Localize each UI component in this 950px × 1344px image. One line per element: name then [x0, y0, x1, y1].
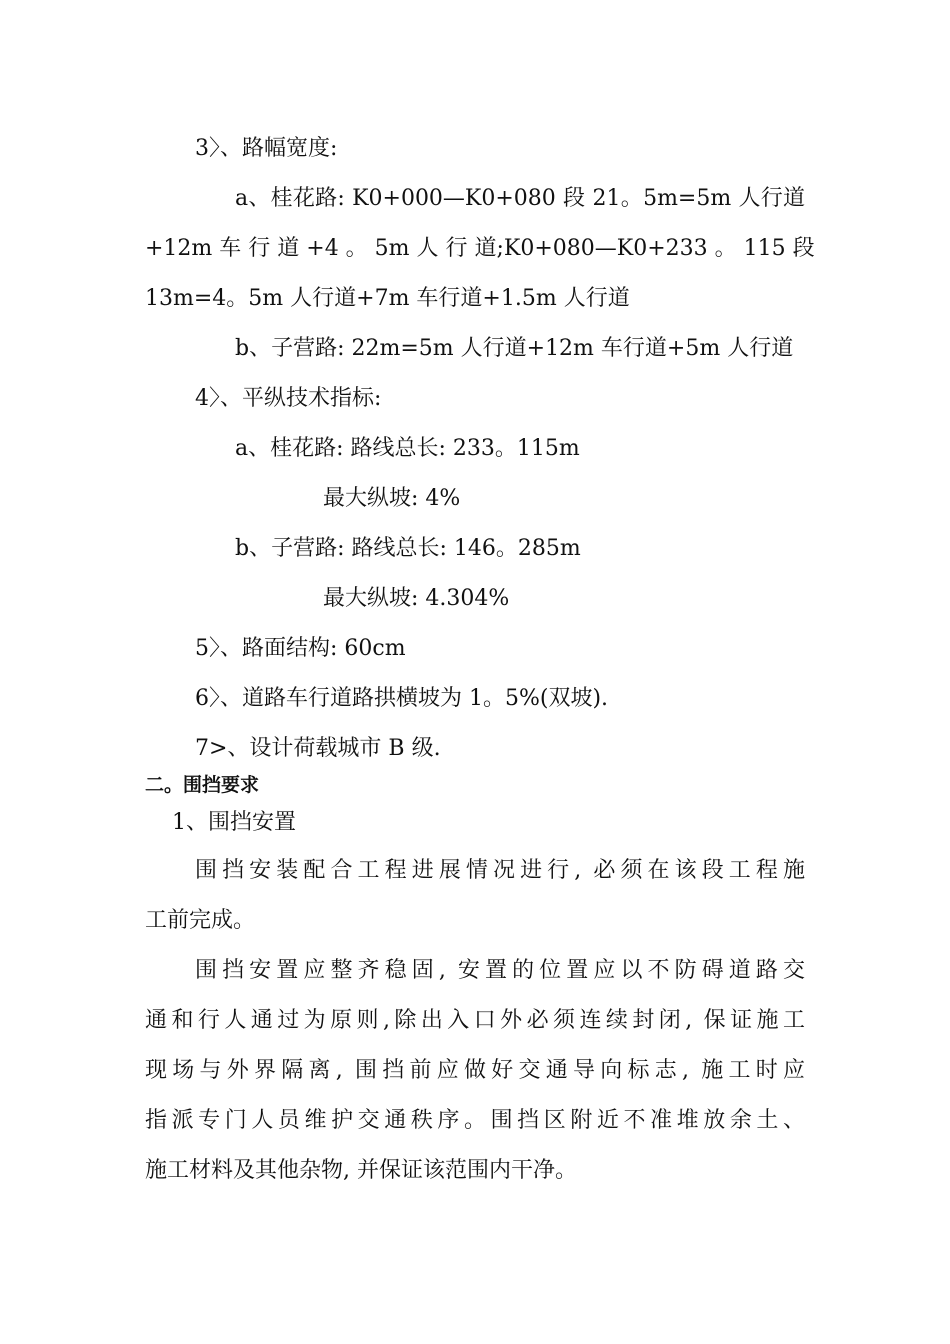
guihua-road-width-line-1: a、桂花路: K0+000—K0+080 段 21。5m=5m 人行道: [235, 186, 805, 211]
guihua-route-length: a、桂花路: 路线总长: 233。115m: [235, 436, 580, 461]
paragraph-2-line-4: 指派专门人员维护交通秩序。围挡区附近不准堆放余土、: [145, 1108, 805, 1133]
ziying-route-length: b、子营路: 路线总长: 146。285m: [235, 536, 581, 561]
ziying-road-width: b、子营路: 22m=5m 人行道+12m 车行道+5m 人行道: [235, 336, 794, 361]
item-7-design-load: 7>、设计荷载城市 B 级.: [195, 736, 441, 761]
subheading-enclosure-placement: 1、围挡安置: [172, 810, 296, 835]
item-4-technical-indicators: 4〉、平纵技术指标:: [195, 386, 382, 411]
ziying-max-grade: 最大纵坡: 4.304%: [323, 586, 510, 611]
item-5-pavement-structure: 5〉、路面结构: 60cm: [195, 636, 406, 661]
paragraph-2-line-5: 施工材料及其他杂物, 并保证该范围内干净。: [145, 1158, 577, 1183]
paragraph-2-line-1: 围挡安置应整齐稳固, 安置的位置应以不防碍道路交: [195, 958, 805, 983]
item-6-cross-slope: 6〉、道路车行道路拱横坡为 1。5%(双坡).: [195, 686, 609, 711]
item-3-road-width: 3〉、路幅宽度:: [195, 136, 338, 161]
guihua-road-width-line-2: +12m 车 行 道 +4 。 5m 人 行 道;K0+080—K0+233 。 115 段: [145, 236, 815, 261]
paragraph-2-line-3: 现场与外界隔离, 围挡前应做好交通导向标志, 施工时应: [145, 1058, 805, 1083]
guihua-max-grade: 最大纵坡: 4%: [323, 486, 461, 511]
guihua-road-width-line-3: 13m=4。5m 人行道+7m 车行道+1.5m 人行道: [145, 286, 630, 311]
paragraph-1-line-1: 围挡安装配合工程进展情况进行, 必须在该段工程施: [195, 858, 805, 883]
paragraph-1-line-2: 工前完成。: [145, 908, 256, 933]
paragraph-2-line-2: 通和行人通过为原则,除出入口外必须连续封闭, 保证施工: [145, 1008, 805, 1033]
section-heading-enclosure: 二。围挡要求: [145, 774, 260, 796]
